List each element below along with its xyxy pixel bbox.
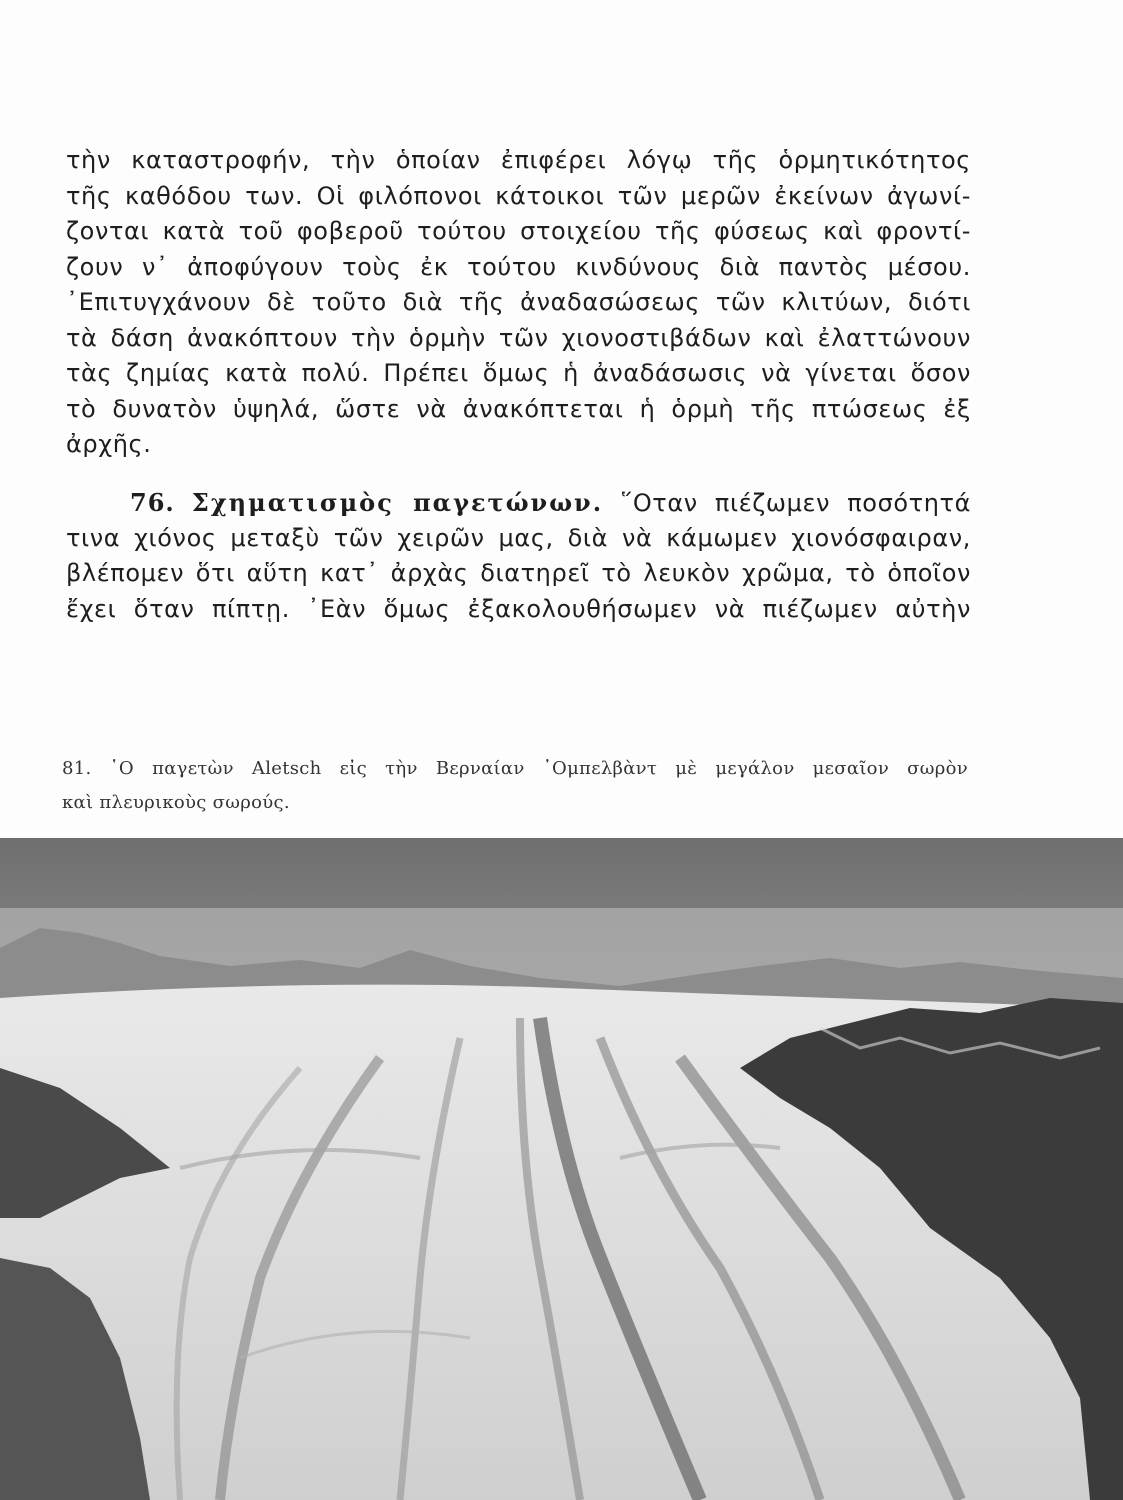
text-line: ᾽Επιτυγχάνουν δὲ τοῦτο διὰ τῆς ἀναδασώσεως τῶν κλιτύων, διότι <box>66 288 971 316</box>
text-line: ἔχει ὅταν πίπτῃ. ᾽Εὰν ὅμως ἐξακολουθήσωμεν νὰ πιέζωμεν αὐτὴν <box>66 594 971 623</box>
text-line: βλέπομεν ὅτι αὕτη κατ᾽ ἀρχὰς διατηρεῖ τὸ λευκὸν χρῶμα, τὸ ὁποῖον <box>66 559 971 587</box>
paragraph-avalanches <box>66 143 971 463</box>
section-76-glacier-formation <box>66 485 971 627</box>
caption-line: καὶ πλευρικοὺς σωρούς. <box>62 792 290 813</box>
caption-line: 81. ῾Ο παγετὼν Aletsch εἰς τὴν Βερναίαν ᾽Ομπελβὰντ μὲ μεγάλον μεσαῖον σωρὸν <box>62 758 968 779</box>
text-fragment: ῞Οταν πιέζωμεν ποσότητά <box>620 489 971 517</box>
text-line: τινα χιόνος μεταξὺ τῶν χειρῶν μας, διὰ νὰ κάμωμεν χιονόσφαιραν, <box>66 523 971 552</box>
glacier-photograph <box>0 838 1123 1500</box>
text-line: τὰς ζημίας κατὰ πολύ. Πρέπει ὅμως ἡ ἀναδάσωσις νὰ γίνεται ὅσον <box>66 359 971 387</box>
text-line: ἀρχῆς. <box>66 430 152 458</box>
text-line: τὸ δυνατὸν ὑψηλά, ὥστε νὰ ἀνακόπτεται ἡ ὁρμὴ τῆς πτώσεως ἐξ <box>66 394 971 423</box>
text-line: τὰ δάση ἀνακόπτουν τὴν ὁρμὴν τῶν χιονοστιβάδων καὶ ἐλαττώνουν <box>66 323 971 352</box>
section-number: 76. <box>130 488 175 517</box>
figure-caption <box>62 752 968 820</box>
text-line: ζονται κατὰ τοῦ φοβεροῦ τούτου στοιχείου τῆς φύσεως καὶ φροντί- <box>66 217 971 245</box>
glacier-photo-illustration <box>0 838 1123 1500</box>
section-heading-line <box>66 485 971 521</box>
section-title: Σχηματισμὸς παγετώνων. <box>191 488 604 517</box>
text-line: τὴν καταστροφήν, τὴν ὁποίαν ἐπιφέρει λόγῳ τῆς ὁρμητικότητος <box>66 146 971 174</box>
text-line: τῆς καθόδου των. Οἱ φιλόπονοι κάτοικοι τῶν μερῶν ἐκείνων ἀγωνί- <box>66 181 971 210</box>
text-line: ζουν ν᾽ ἀποφύγουν τοὺς ἐκ τούτου κινδύνους διὰ παντὸς μέσου. <box>66 252 971 281</box>
